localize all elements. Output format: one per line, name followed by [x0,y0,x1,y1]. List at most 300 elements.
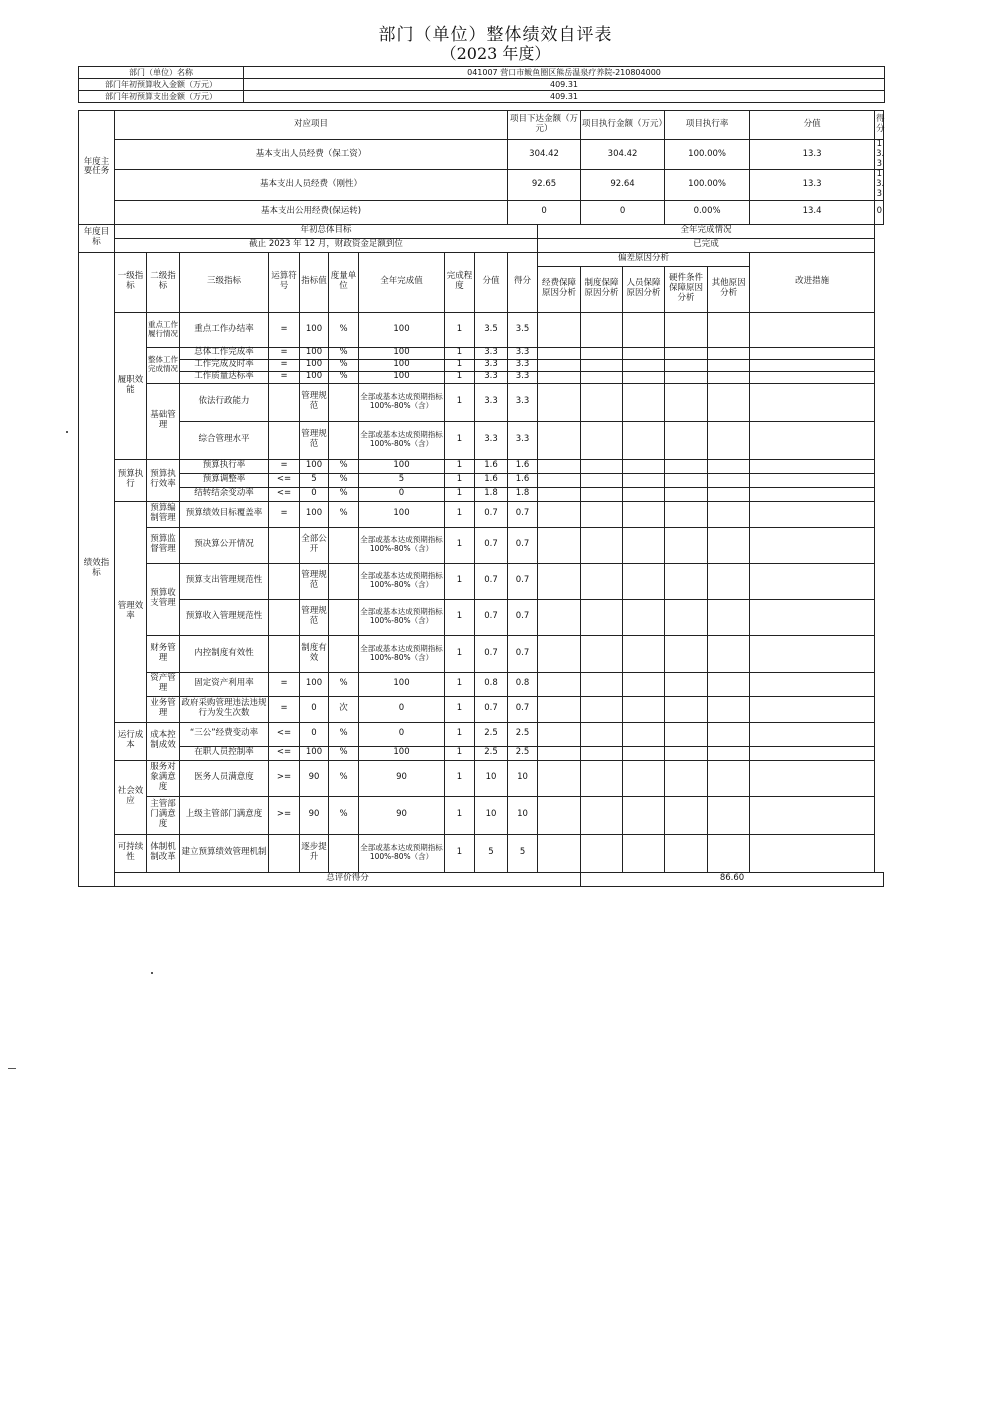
blank-cell [708,696,750,722]
score-cell: 3.3 [508,359,538,371]
blank-cell [708,487,750,501]
blank-cell [665,563,708,599]
degree-cell: 1 [445,312,475,347]
op-cell: <= [269,746,300,760]
degree-cell: 1 [445,563,475,599]
degree-cell: 1 [445,347,475,359]
weight-cell: 3.3 [475,371,508,383]
total-label: 总评价得分 [115,872,581,886]
blank-cell [708,722,750,746]
task-weight: 13.3 [750,170,875,200]
degree-cell: 1 [445,696,475,722]
l3-cell: 固定资产利用率 [180,672,269,696]
val-cell: 100 [300,359,329,371]
op-cell [269,383,300,421]
l1-sustain: 可持续性 [115,834,147,872]
weight-cell: 0.7 [475,563,508,599]
task-rate: 0.00% [665,200,750,224]
indicator-row [79,722,884,746]
blank-cell [623,635,665,672]
op-cell: >= [269,760,300,796]
weight-cell: 10 [475,760,508,796]
blank-cell [538,696,581,722]
l2-mechanism: 体制机制改革 [147,834,180,872]
blank-cell [538,834,581,872]
evaluation-table [78,110,884,887]
done-cell: 5 [359,473,445,487]
blank-cell [708,672,750,696]
l2-exec-eff: 预算执行效率 [147,459,180,501]
task-issued: 0 [508,200,581,224]
task-rate: 100.00% [665,170,750,200]
blank-cell [581,834,623,872]
goal-target-label: 年初总体目标 [115,224,538,238]
blank-cell [538,599,581,635]
score-cell: 1.6 [508,459,538,473]
blank-cell [708,371,750,383]
expense-row [79,91,885,103]
blank-cell [538,722,581,746]
indicator-row [79,383,884,421]
l2-supervise: 预算监督管理 [147,527,180,563]
weight-cell: 0.7 [475,696,508,722]
l2-finance: 财务管理 [147,635,180,672]
col-done: 全年完成值 [359,252,445,312]
blank-cell [665,527,708,563]
blank-cell [708,746,750,760]
l3-cell: 预算执行率 [180,459,269,473]
col-degree: 完成程度 [445,252,475,312]
blank-cell [623,347,665,359]
scan-speck [151,972,153,974]
unit-cell: % [329,796,359,834]
task-col-item: 对应项目 [115,111,508,140]
weight-cell: 10 [475,796,508,834]
val-cell: 管理规范 [300,383,329,421]
degree-cell: 1 [445,599,475,635]
blank-cell [665,501,708,527]
score-cell: 10 [508,796,538,834]
l3-cell: 预算支出管理规范性 [180,563,269,599]
blank-cell [750,599,875,635]
blank-cell [708,347,750,359]
degree-cell: 1 [445,635,475,672]
l3-cell: 建立预算绩效管理机制 [180,834,269,872]
goal-value-row [79,238,884,252]
blank-cell [538,635,581,672]
unit-cell [329,599,359,635]
l2-cost-ctrl: 成本控制成效 [147,722,180,760]
val-cell: 全部公开 [300,527,329,563]
blank-cell [538,487,581,501]
l3-cell: 总体工作完成率 [180,347,269,359]
l3-cell: 在职人员控制率 [180,746,269,760]
blank-cell [750,696,875,722]
blank-cell [750,347,875,359]
blank-cell [708,834,750,872]
weight-cell: 1.6 [475,459,508,473]
op-cell: = [269,347,300,359]
score-cell: 10 [508,760,538,796]
blank-cell [708,635,750,672]
task-row [79,140,884,170]
blank-cell [623,527,665,563]
blank-cell [581,347,623,359]
score-cell: 0.7 [508,635,538,672]
indicator-row [79,696,884,722]
dept-label: 部门（单位）名称 [79,67,244,79]
l3-cell: “三公”经费变动率 [180,722,269,746]
blank-cell [538,421,581,459]
task-score: 0 [875,200,884,224]
col-l3: 三级指标 [180,252,269,312]
weight-cell: 0.7 [475,635,508,672]
blank-cell [623,696,665,722]
l2-compile: 预算编制管理 [147,501,180,527]
blank-cell [665,487,708,501]
l3-cell: 依法行政能力 [180,383,269,421]
total-row [79,872,884,886]
score-cell: 3.5 [508,312,538,347]
task-exec: 92.64 [581,170,665,200]
weight-cell: 3.3 [475,347,508,359]
blank-cell [623,834,665,872]
unit-cell: % [329,473,359,487]
blank-cell [665,371,708,383]
l3-cell: 工作完成及时率 [180,359,269,371]
indicator-row [79,487,884,501]
col-val: 指标值 [300,252,329,312]
blank-cell [750,421,875,459]
degree-cell: 1 [445,796,475,834]
task-item: 基本支出公用经费(保运转) [115,200,508,224]
col-reason-funding: 经费保障原因分析 [538,266,581,312]
blank-cell [665,312,708,347]
task-weight: 13.3 [750,140,875,170]
col-deviation: 偏差原因分析 [538,252,750,266]
blank-cell [581,371,623,383]
degree-cell: 1 [445,371,475,383]
blank-cell [750,527,875,563]
l3-cell: 结转结余变动率 [180,487,269,501]
col-l2: 二级指标 [147,252,180,312]
indicator-row [79,672,884,696]
score-cell: 2.5 [508,722,538,746]
op-cell: <= [269,722,300,746]
op-cell: = [269,359,300,371]
indicator-row [79,527,884,563]
done-cell: 90 [359,760,445,796]
blank-cell [665,359,708,371]
goal-section-label: 年度目标 [79,224,115,252]
op-cell [269,563,300,599]
blank-cell [623,746,665,760]
op-cell [269,834,300,872]
l3-cell: 重点工作办结率 [180,312,269,347]
blank-cell [623,371,665,383]
task-item: 基本支出人员经费（刚性） [115,170,508,200]
op-cell [269,421,300,459]
blank-cell [623,312,665,347]
task-row [79,200,884,224]
weight-cell: 5 [475,834,508,872]
blank-cell [708,421,750,459]
val-cell: 90 [300,796,329,834]
unit-cell: % [329,312,359,347]
income-row [79,79,885,91]
score-cell: 0.7 [508,696,538,722]
val-cell: 管理规范 [300,421,329,459]
blank-cell [708,359,750,371]
blank-cell [538,359,581,371]
unit-cell: % [329,672,359,696]
blank-cell [581,459,623,473]
indicator-row [79,473,884,487]
unit-cell [329,421,359,459]
blank-cell [750,312,875,347]
blank-cell [750,834,875,872]
l1-cost: 运行成本 [115,722,147,760]
indicator-section-label: 绩效指标 [79,252,115,886]
l3-cell: 政府采购管理违法违规行为发生次数 [180,696,269,722]
blank-cell [708,383,750,421]
blank-cell [665,599,708,635]
score-cell: 0.8 [508,672,538,696]
degree-cell: 1 [445,359,475,371]
val-cell: 制度有效 [300,635,329,672]
op-cell: = [269,672,300,696]
done-cell: 0 [359,696,445,722]
blank-cell [581,527,623,563]
col-reason-other: 其他原因分析 [708,266,750,312]
goal-header-row [79,224,884,238]
task-score: 13.3 [876,139,885,169]
blank-cell [623,359,665,371]
blank-cell [623,599,665,635]
col-op: 运算符号 [269,252,300,312]
blank-cell [581,473,623,487]
blank-cell [581,696,623,722]
blank-cell [750,746,875,760]
blank-cell [538,563,581,599]
blank-cell [581,635,623,672]
col-weight: 分值 [475,252,508,312]
blank-cell [708,760,750,796]
score-cell: 0.7 [508,501,538,527]
blank-cell [623,459,665,473]
l1-budget-exec: 预算执行 [115,459,147,501]
degree-cell: 1 [445,527,475,563]
score-cell: 3.3 [508,383,538,421]
weight-cell: 3.3 [475,421,508,459]
blank-cell [665,722,708,746]
total-value: 86.60 [581,872,884,886]
done-cell: 90 [359,796,445,834]
done-cell: 100 [359,746,445,760]
blank-cell [665,672,708,696]
degree-cell: 1 [445,421,475,459]
blank-cell [538,312,581,347]
indicator-row [79,635,884,672]
blank-cell [750,635,875,672]
degree-cell: 1 [445,501,475,527]
op-cell: >= [269,796,300,834]
blank-cell [623,672,665,696]
op-cell: = [269,371,300,383]
blank-cell [581,722,623,746]
blank-cell [538,347,581,359]
score-cell: 1.6 [508,473,538,487]
unit-cell [329,527,359,563]
unit-cell: % [329,760,359,796]
blank-cell [581,359,623,371]
blank-cell [581,563,623,599]
done-cell: 100 [359,501,445,527]
degree-cell: 1 [445,834,475,872]
op-cell: = [269,501,300,527]
score-cell: 1.8 [508,487,538,501]
indicator-row [79,312,884,347]
weight-cell: 1.6 [475,473,508,487]
l3-cell: 预算调整率 [180,473,269,487]
goal-target-value: 截止 2023 年 12 月，财政资金足额到位 [115,238,538,252]
blank-cell [623,760,665,796]
weight-cell: 3.5 [475,312,508,347]
task-issued: 92.65 [508,170,581,200]
blank-cell [708,312,750,347]
weight-cell: 2.5 [475,722,508,746]
unit-cell: % [329,722,359,746]
blank-cell [581,501,623,527]
blank-cell [581,672,623,696]
scan-speck [66,431,68,433]
unit-cell: % [329,459,359,473]
unit-cell [329,383,359,421]
task-header-row [79,111,884,140]
blank-cell [750,473,875,487]
done-cell: 0 [359,722,445,746]
blank-cell [665,459,708,473]
l2-asset: 资产管理 [147,672,180,696]
blank-cell [708,501,750,527]
degree-cell: 1 [445,760,475,796]
blank-cell [538,459,581,473]
done-cell: 全部或基本达成预期指标 100%-80%（含） [359,599,445,635]
l2-key-work: 重点工作履行情况 [147,312,180,347]
val-cell: 管理规范 [300,599,329,635]
l2-income-exp: 预算收支管理 [147,563,180,635]
blank-cell [538,473,581,487]
val-cell: 100 [300,312,329,347]
blank-cell [708,459,750,473]
op-cell: = [269,696,300,722]
blank-cell [750,722,875,746]
done-cell: 100 [359,371,445,383]
degree-cell: 1 [445,473,475,487]
val-cell: 100 [300,459,329,473]
blank-cell [538,371,581,383]
indicator-row [79,746,884,760]
blank-cell [623,383,665,421]
page-title: 部门（单位）整体绩效自评表 [378,25,613,45]
blank-cell [623,796,665,834]
blank-cell [708,527,750,563]
blank-cell [665,473,708,487]
blank-cell [538,383,581,421]
blank-cell [665,746,708,760]
l3-cell: 预算收入管理规范性 [180,599,269,635]
indicator-row [79,599,884,635]
blank-cell [708,796,750,834]
blank-cell [538,760,581,796]
score-cell: 0.7 [508,599,538,635]
blank-cell [538,527,581,563]
weight-cell: 1.8 [475,487,508,501]
val-cell: 100 [300,347,329,359]
val-cell: 5 [300,473,329,487]
blank-cell [665,421,708,459]
val-cell: 100 [300,371,329,383]
indicator-row [79,834,884,872]
l2-basic-mgmt: 基础管理 [147,383,180,459]
score-cell: 3.3 [508,347,538,359]
done-cell: 全部或基本达成预期指标 100%-80%（含） [359,834,445,872]
l1-social: 社会效应 [115,760,147,834]
blank-cell [665,347,708,359]
col-reason-system: 制度保障原因分析 [581,266,623,312]
task-col-issued: 项目下达金额（万元） [508,111,581,140]
blank-cell [538,501,581,527]
op-cell [269,635,300,672]
goal-done-label: 全年完成情况 [538,224,875,238]
task-item: 基本支出人员经费（保工资） [115,140,508,170]
task-col-weight: 分值 [750,111,875,140]
score-cell: 2.5 [508,746,538,760]
blank-cell [750,383,875,421]
unit-cell: % [329,501,359,527]
blank-cell [750,672,875,696]
scan-speck [8,1068,16,1069]
op-cell: = [269,312,300,347]
score-cell: 0.7 [508,527,538,563]
blank-cell [581,796,623,834]
op-cell: <= [269,487,300,501]
blank-cell [750,487,875,501]
l2-business: 业务管理 [147,696,180,722]
done-cell: 全部或基本达成预期指标 100%-80%（含） [359,527,445,563]
l3-cell: 工作质量达标率 [180,371,269,383]
expense-label: 部门年初预算支出金额（万元） [79,91,244,103]
indicator-row [79,796,884,834]
unit-cell: % [329,746,359,760]
blank-cell [581,487,623,501]
col-unit: 度量单位 [329,252,359,312]
val-cell: 管理规范 [300,563,329,599]
blank-cell [623,501,665,527]
indicator-row [79,421,884,459]
l2-satisfaction: 服务对象满意度 [147,760,180,796]
task-score: 13.3 [876,169,885,199]
weight-cell: 0.8 [475,672,508,696]
unit-cell [329,834,359,872]
degree-cell: 1 [445,487,475,501]
val-cell: 90 [300,760,329,796]
indicator-row [79,459,884,473]
col-reason-hardware: 硬件条件保障原因分析 [665,266,708,312]
unit-cell [329,563,359,599]
goal-done-value: 已完成 [538,238,875,252]
indicator-row [79,347,884,359]
